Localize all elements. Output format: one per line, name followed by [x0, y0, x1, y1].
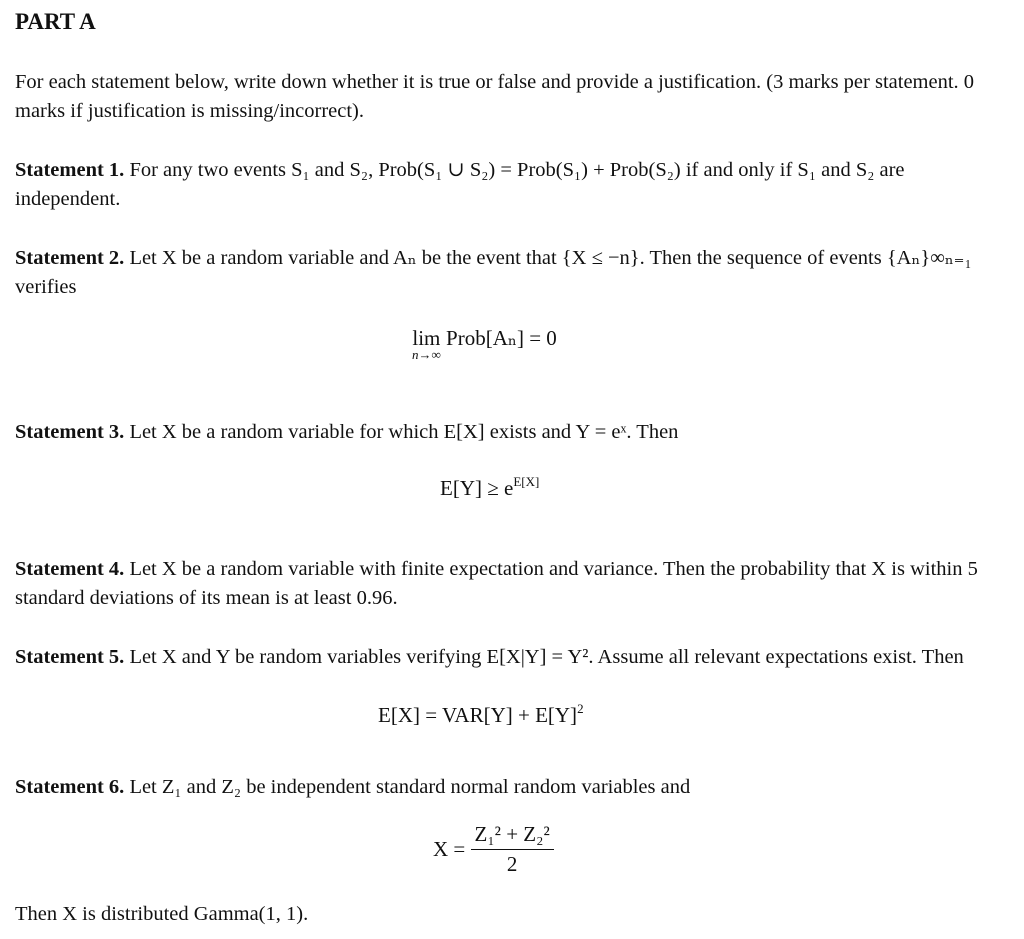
page-heading: PART A: [15, 9, 96, 34]
fraction-denominator: 2: [506, 852, 518, 876]
statement-text: Let X be a random variable and Aₙ be the event that {X ≤ −n}. Then the sequence of events {Aₙ}∞ₙ₌₁ verifies: [15, 247, 972, 298]
statement-text: Let X and Y be random variables verifying E[X|Y] = Y². Assume all relevant expectations exist. Then: [129, 646, 964, 668]
limit-operator: lim: [412, 326, 441, 350]
equation-lhs: X =: [433, 837, 466, 861]
statement-text: Let X be a random variable for which E[X] exists and Y = eˣ. Then: [129, 421, 679, 443]
inequality-lhs: E[Y] ≥ e: [440, 476, 514, 500]
statement-2: [15, 244, 1005, 302]
statement-label: Statement 2.: [15, 247, 125, 269]
exponent: 2: [577, 701, 584, 716]
statement-6-conclusion: Then X is distributed Gamma(1, 1).: [15, 903, 309, 925]
limit-subscript: n→∞: [412, 347, 441, 362]
statement-label: Statement 3.: [15, 421, 125, 443]
exponent: E[X]: [513, 474, 540, 489]
statement-text: Let X be a random variable with finite expectation and variance. Then the probability that X is within 5 standard deviations of its mean is at least 0.96.: [15, 558, 978, 609]
limit-equation: [412, 326, 557, 363]
intro-paragraph: For each statement below, write down whether it is true or false and provide a justification. (3 marks per statement. 0 marks if justification is missing/incorrect).: [15, 71, 975, 122]
fraction-numerator: Z₁² + Z₂²: [471, 822, 554, 850]
fraction-equation: [433, 822, 554, 877]
jensen-inequality: [440, 474, 539, 501]
statement-label: Statement 5.: [15, 646, 125, 668]
equation-expression: E[X] = VAR[Y] + E[Y]: [378, 703, 578, 727]
statement-text: Let Z₁ and Z₂ be independent standard normal random variables and: [129, 776, 691, 798]
variance-equation: [378, 701, 584, 728]
statement-5: [15, 643, 1005, 672]
statement-text: For any two events S₁ and S₂, Prob(S₁ ∪ S₂) = Prob(S₁) + Prob(S₂) if and only if S₁ and S₂ are independent.: [15, 159, 905, 210]
statement-label: Statement 4.: [15, 558, 125, 580]
fraction: [471, 822, 554, 877]
limit-expression: Prob[Aₙ] = 0: [446, 326, 557, 350]
statement-1: [15, 156, 1005, 214]
statement-label: Statement 1.: [15, 159, 125, 181]
statement-6: [15, 773, 1005, 802]
statement-label: Statement 6.: [15, 776, 125, 798]
statement-4: [15, 555, 1005, 613]
statement-3: [15, 418, 1005, 447]
